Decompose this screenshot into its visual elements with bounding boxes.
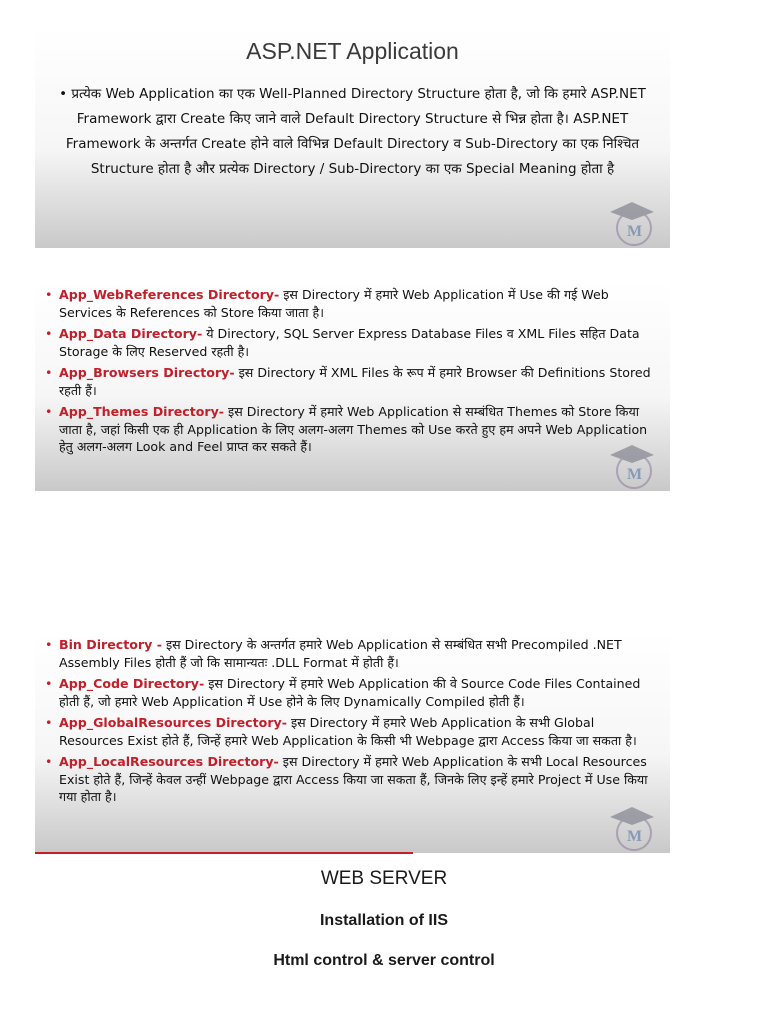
list-item: [43, 364, 662, 399]
slide-app-directories-1: [35, 282, 670, 491]
slide-bullet-text: • प्रत्येक Web Application का एक Well-Planned Directory Structure होता है, जो कि हमारे ASP.NET Framework द्वारा Create किए जाने वाले Default Directory Structure से भिन्न होता है। ASP.NET Framework के अन्तर्गत Create होने वाले विभिन्न Default Directory व Sub-Directory का एक निश्चित Structure होता है और प्रत्येक Directory / Sub-Directory का एक Special Meaning होता है: [59, 86, 646, 177]
list-item: [43, 286, 662, 321]
graduation-cap-logo-icon: [600, 441, 662, 489]
graduation-cap-logo-icon: [600, 803, 662, 851]
list-item: [43, 675, 662, 710]
slide-title: ASP.NET Application: [246, 38, 459, 64]
directory-name: App_Code Directory-: [59, 676, 205, 691]
list-item: [43, 403, 662, 456]
list-item: [43, 636, 662, 671]
directory-description: ये Directory, SQL Server Express Database Files व XML Files सहित Data Storage के लिए Reserved रहती है।: [59, 326, 640, 359]
heading-web-server: WEB SERVER: [320, 868, 448, 889]
directory-name: App_GlobalResources Directory-: [59, 715, 287, 730]
list-item: [43, 325, 662, 360]
svg-text:M: M: [627, 223, 643, 240]
directory-description: इस Directory में हमारे Web Application की वे Source Code Files Contained होती हैं, जो हमारे Web Application में Use होने के लिए Dynamically Compiled होती हैं।: [59, 676, 641, 709]
red-divider: [35, 852, 413, 854]
list-item: [43, 714, 662, 749]
heading-installation-iis: Installation of IIS: [319, 912, 448, 929]
slide-asp-net-application: [35, 28, 670, 248]
heading-html-server-control: Html control & server control: [273, 952, 495, 969]
directory-name: Bin Directory -: [59, 637, 162, 652]
graduation-cap-logo-icon: [600, 198, 662, 246]
directory-list: [35, 282, 670, 456]
directory-list: [35, 632, 670, 806]
directory-description: इस Directory में हमारे Web Application के सभी Local Resources Exist होते हैं, जिन्हें केवल उन्हीं Webpage द्वारा Access किया जा सकता हैं, जिनके लिए इन्हें हमारे Project में Use किया गया होता है।: [59, 754, 648, 804]
directory-description: इस Directory में XML Files के रूप में हमारे Browser की Definitions Stored रहती हैं।: [59, 365, 651, 398]
list-item: [43, 753, 662, 806]
directory-name: App_Data Directory-: [59, 326, 203, 341]
directory-name: App_Browsers Directory-: [59, 365, 235, 380]
directory-description: इस Directory में हमारे Web Application से सम्बंधित Themes को Store किया जाता है, जहां किसी एक ही Application के लिए अलग-अलग Themes को Use करते हुए हम अपने Web Application हेतु अलग-अलग Look and Feel प्राप्त कर सकते हैं।: [59, 404, 648, 454]
directory-name: App_Themes Directory-: [59, 404, 225, 419]
slide-app-directories-2: [35, 632, 670, 853]
directory-name: App_WebReferences Directory-: [59, 287, 280, 302]
svg-text:M: M: [627, 466, 643, 483]
directory-description: इस Directory में हमारे Web Application में Use की गई Web Services के References को Store किया जाता है।: [59, 287, 609, 320]
directory-name: App_LocalResources Directory-: [59, 754, 279, 769]
directory-description: इस Directory के अन्तर्गत हमारे Web Application से सम्बंधित सभी Precompiled .NET Assembly Files होती हैं जो कि सामान्यतः .DLL Format में होती हैं।: [59, 637, 622, 670]
svg-text:M: M: [627, 828, 643, 845]
directory-description: इस Directory में हमारे Web Application के सभी Global Resources Exist होते हैं, जिन्हें हमारे Web Application के किसी भी Webpage द्वारा Access किया जा सकता है।: [59, 715, 637, 748]
